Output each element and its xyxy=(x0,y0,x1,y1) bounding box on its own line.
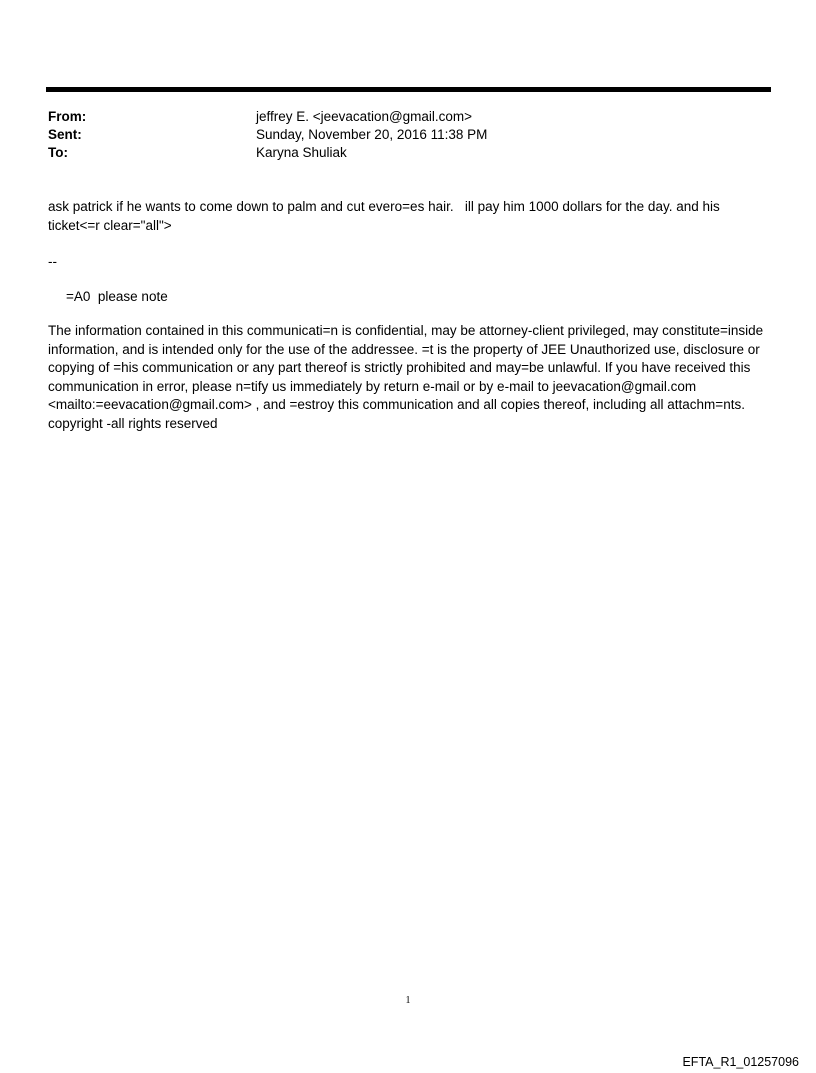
email-header xyxy=(48,108,748,162)
note-line: =A0 please note xyxy=(66,289,168,304)
confidentiality-disclaimer: The information contained in this communicati=n is confidential, may be attorney-client privileged, may constitute=inside information, and is intended only for the use of the addressee. =t is the property of JEE Unauthorized use, disclosure or copying of =his communication or any part thereof is strictly prohibited and may=be unlawful. If you have received this communication in error, please n=tify us immediately by return e-mail or by e-mail to jeevacation@gmail.com <mailto:=eevacation@gmail.com> , and =estroy this communication and all copies thereof, including all attachm=nts. copyright -all rights reserved xyxy=(48,323,767,431)
message-body: ask patrick if he wants to come down to palm and cut evero=es hair. ill pay him 1000 dollars for the day. and his ticket<=r clear="all"> xyxy=(48,199,724,233)
sent-value: Sunday, November 20, 2016 11:38 PM xyxy=(256,127,488,142)
from-row xyxy=(48,108,748,126)
bates-number: EFTA_R1_01257096 xyxy=(682,1055,799,1069)
to-value: Karyna Shuliak xyxy=(256,145,347,160)
from-value: jeffrey E. <jeevacation@gmail.com> xyxy=(256,109,473,124)
signature-separator: -- xyxy=(48,254,57,269)
header-divider xyxy=(46,87,771,92)
to-label: To: xyxy=(48,145,68,160)
to-row xyxy=(48,144,748,162)
from-label: From: xyxy=(48,109,87,124)
sent-label: Sent: xyxy=(48,127,82,142)
sent-row xyxy=(48,126,748,144)
page-number: 1 xyxy=(405,995,411,1006)
